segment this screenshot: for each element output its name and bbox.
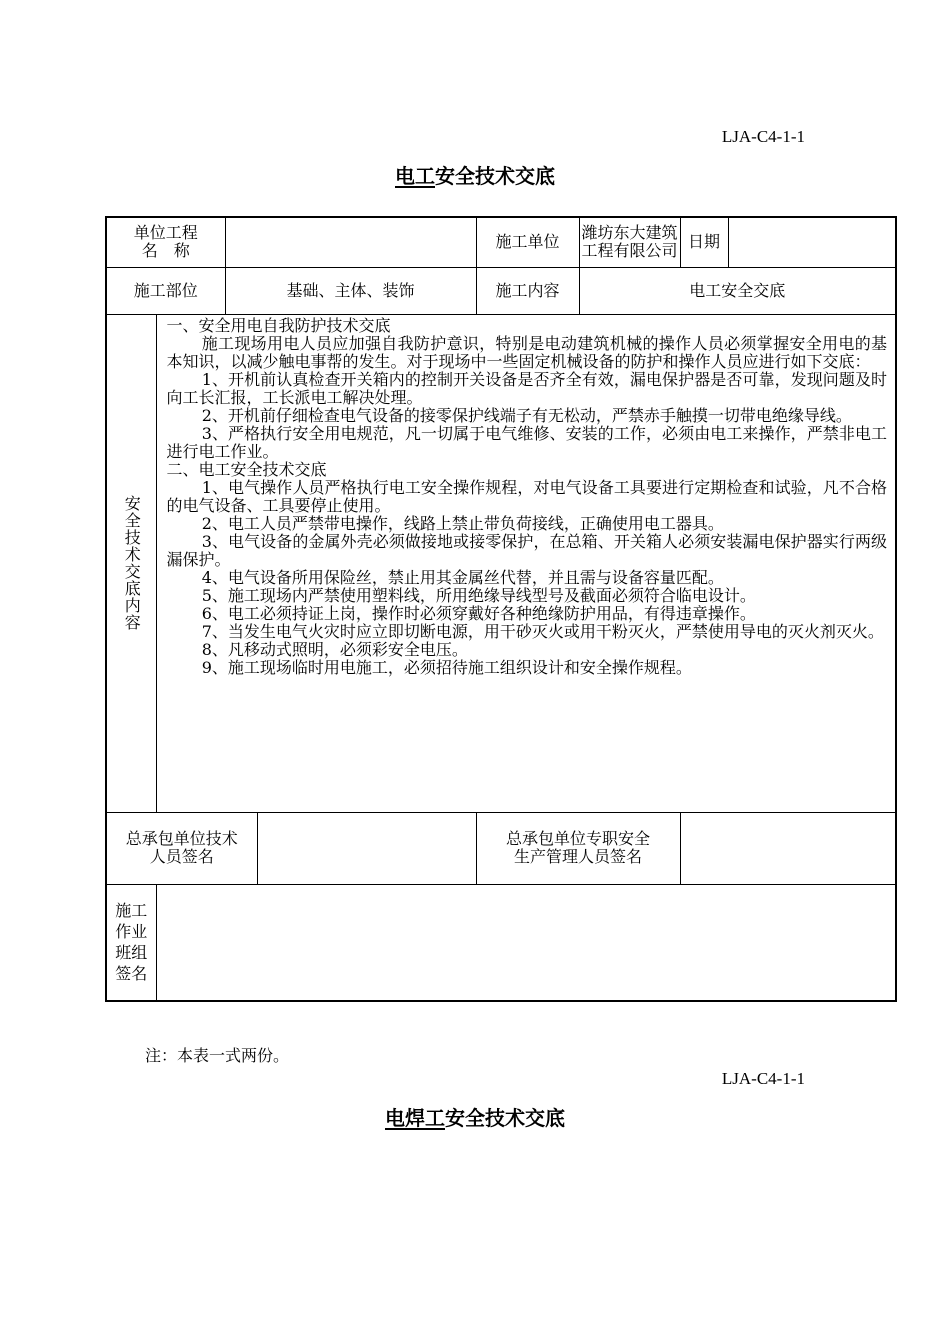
- builder-label: 施工单位: [476, 217, 579, 267]
- disclosure-paragraph: 4、电气设备所用保险丝，禁止用其金属丝代替，并且需与设备容量匹配。: [201, 567, 724, 587]
- content-value: 电工安全交底: [579, 267, 896, 314]
- document-code-bottom: LJA-C4-1-1: [721, 1069, 805, 1088]
- team-label-line: 签名: [115, 964, 148, 984]
- team-sign-label: [106, 884, 156, 1001]
- title2-rest: 安全技术交底: [445, 1106, 565, 1130]
- gc-safety-sign-label: 总承包单位专职安全 生产管理人员签名: [476, 812, 680, 884]
- unit-project-field[interactable]: [225, 217, 476, 267]
- disclosure-paragraph: 2、电工人员严禁带电操作，线路上禁止带负荷接线，正确使用电工器具。: [201, 513, 724, 533]
- gc-safety-sign-field[interactable]: [680, 812, 896, 884]
- date-label: 日期: [680, 217, 728, 267]
- disclosure-paragraph: 1、开机前认真检查开关箱内的控制开关设备是否齐全有效，漏电保护器是否可靠，发现问题及时向工长汇报，工长派电工解决处理。: [166, 369, 888, 407]
- title2-underlined-part: 电焊工: [385, 1106, 445, 1130]
- disclosure-paragraph: 2、开机前仔细检查电气设备的接零保护线端子有无松动，严禁赤手触摸一切带电绝缘导线。: [201, 405, 852, 425]
- document-code-top: LJA-C4-1-1: [721, 127, 805, 146]
- section-heading: 二、电工安全技术交底: [166, 459, 327, 479]
- title-rest: 安全技术交底: [435, 164, 555, 188]
- row-team-sign: [106, 884, 896, 1001]
- row-project: [106, 217, 896, 267]
- team-label-line: 施工: [115, 901, 148, 921]
- page-title: [0, 160, 950, 189]
- date-field[interactable]: [728, 217, 896, 267]
- safety-content-label: 安全技术交底内容: [106, 314, 156, 812]
- part-label: 施工部位: [106, 267, 225, 314]
- disclosure-paragraph: 施工现场用电人员应加强自我防护意识，特别是电动建筑机械的操作人员必须掌握安全用电的基本知识，以减少触电事帮的发生。对于现场中一些固定机械设备的防护和操作人员应进行如下交底：: [166, 333, 888, 371]
- disclosure-paragraph: 3、电气设备的金属外壳必须做接地或接零保护，在总箱、开关箱人必须安装漏电保护器实行两级漏保护。: [166, 531, 888, 569]
- row-part: [106, 267, 896, 314]
- disclosure-paragraph: 7、当发生电气火灾时应立即切断电源，用干砂灭火或用干粉灭火，严禁使用导电的灭火剂灭火。: [201, 621, 884, 641]
- disclosure-form-table: [105, 216, 897, 1002]
- disclosure-paragraph: 1、电气操作人员严格执行电工安全操作规程，对电气设备工具要进行定期检查和试验，凡不合格的电气设备、工具要停止使用。: [166, 477, 888, 515]
- footnote: 注：本表一式两份。: [145, 1046, 290, 1065]
- section-heading: 一、安全用电自我防护技术交底: [166, 315, 391, 335]
- row-safety-content: [106, 314, 896, 812]
- disclosure-paragraph: 6、电工必须持证上岗，操作时必须穿戴好各种绝缘防护用品，有得违章操作。: [201, 603, 756, 623]
- title-underlined-part: 电工: [395, 164, 435, 188]
- unit-project-label: 单位工程 名 称: [106, 217, 225, 267]
- gc-tech-sign-field[interactable]: [257, 812, 476, 884]
- safety-content-text: [156, 314, 896, 812]
- content-label: 施工内容: [476, 267, 579, 314]
- team-label-line: 班组: [115, 943, 148, 963]
- disclosure-paragraph: 9、施工现场临时用电施工，必须招待施工组织设计和安全操作规程。: [201, 657, 692, 677]
- team-label-line: 作业: [115, 922, 148, 942]
- disclosure-paragraph: 5、施工现场内严禁使用塑料线，所用绝缘导线型号及截面必须符合临电设计。: [201, 585, 756, 605]
- part-value: 基础、主体、装饰: [225, 267, 476, 314]
- disclosure-paragraph: 8、凡移动式照明，必须彩安全电压。: [201, 639, 468, 659]
- next-page-title: [0, 1102, 950, 1131]
- builder-value: 潍坊东大建筑 工程有限公司: [579, 217, 680, 267]
- gc-tech-sign-label: 总承包单位技术 人员签名: [106, 812, 257, 884]
- row-signatures: [106, 812, 896, 884]
- team-sign-field[interactable]: [156, 884, 896, 1001]
- disclosure-paragraph: 3、严格执行安全用电规范，凡一切属于电气维修、安装的工作，必须由电工来操作，严禁非电工进行电工作业。: [166, 423, 888, 461]
